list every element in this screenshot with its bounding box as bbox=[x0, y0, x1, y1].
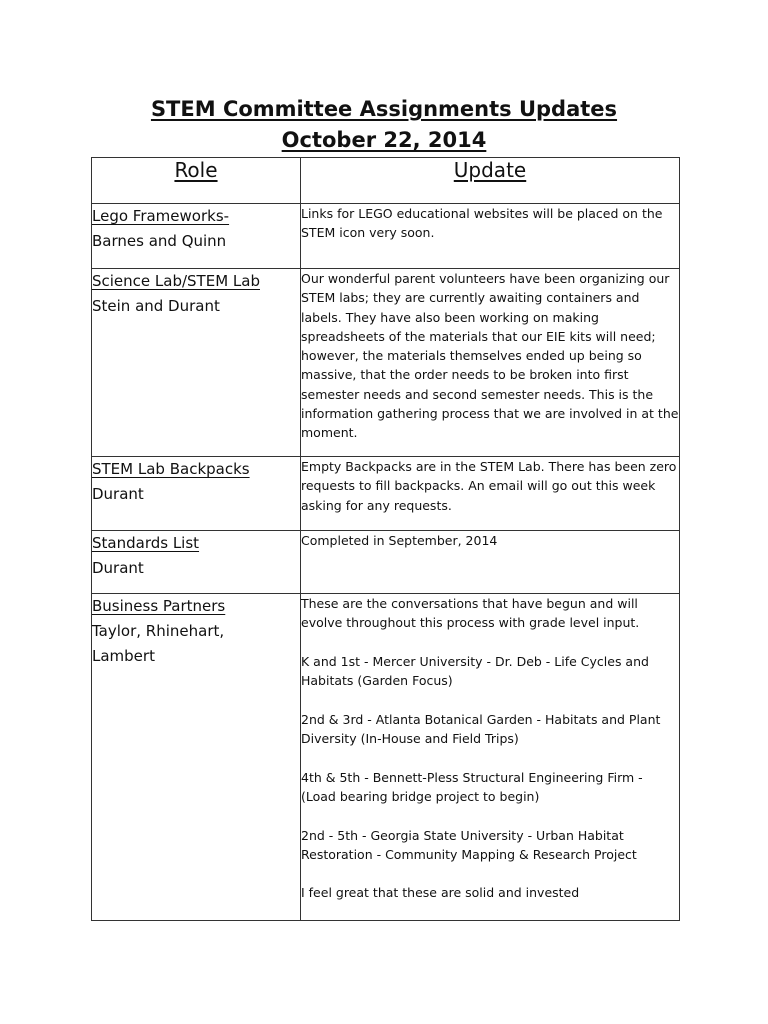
update-cell bbox=[301, 457, 680, 531]
table-header-row bbox=[92, 158, 680, 204]
role-cell bbox=[92, 594, 301, 921]
document-header bbox=[0, 94, 768, 156]
table-row bbox=[92, 204, 680, 269]
update-paragraph: Completed in September, 2014 bbox=[301, 533, 498, 548]
update-paragraph: 2nd & 3rd - Atlanta Botanical Garden - Habitats and Plant Diversity (In-House and Field Trips) bbox=[301, 711, 661, 747]
document-date: October 22, 2014 bbox=[281, 128, 487, 152]
update-cell bbox=[301, 594, 680, 921]
column-header-role: Role bbox=[92, 158, 301, 204]
update-paragraph: 4th & 5th - Bennett-Pless Structural Engineering Firm - (Load bearing bridge project to begin) bbox=[301, 769, 643, 804]
table-row bbox=[92, 594, 680, 921]
update-paragraph: Our wonderful parent volunteers have been organizing our STEM labs; they are currently awaiting containers and labels. They have also been working on making spreadsheets of the materials that our EIE kits will need; however, the materials themselves ended up being so massive, that the order needs to be broken into first semester needs and second semester needs. This is the information gathering process that we are involved in at the moment. bbox=[301, 271, 679, 441]
role-people: Durant bbox=[92, 485, 144, 503]
role-people: Durant bbox=[92, 559, 144, 577]
role-cell bbox=[92, 204, 301, 269]
update-paragraph: These are the conversations that have begun and will evolve throughout this process with grade level input. bbox=[301, 596, 640, 631]
role-name: STEM Lab Backpacks bbox=[92, 460, 250, 478]
role-cell bbox=[92, 457, 301, 531]
update-cell bbox=[301, 269, 680, 457]
assignments-table bbox=[91, 157, 680, 921]
role-people: Stein and Durant bbox=[92, 297, 220, 315]
column-header-update: Update bbox=[301, 158, 680, 204]
table-row bbox=[92, 531, 680, 594]
update-cell bbox=[301, 204, 680, 269]
role-cell bbox=[92, 531, 301, 594]
role-name: Lego Frameworks- bbox=[92, 207, 230, 225]
role-people: Taylor, Rhinehart, Lambert bbox=[92, 622, 225, 665]
update-paragraph: Links for LEGO educational websites will be placed on the STEM icon very soon. bbox=[301, 206, 663, 241]
table-row bbox=[92, 269, 680, 457]
update-paragraph: K and 1st - Mercer University - Dr. Deb - Life Cycles and Habitats (Garden Focus) bbox=[301, 653, 649, 689]
role-people: Barnes and Quinn bbox=[92, 232, 227, 250]
role-name: Standards List bbox=[92, 534, 200, 552]
role-name: Science Lab/STEM Lab bbox=[92, 272, 260, 290]
update-cell bbox=[301, 531, 680, 594]
update-paragraph: Empty Backpacks are in the STEM Lab. There has been zero requests to fill backpacks. An email will go out this week asking for any requests. bbox=[301, 459, 677, 513]
table-row bbox=[92, 457, 680, 531]
document-title: STEM Committee Assignments Updates bbox=[150, 97, 618, 121]
update-paragraph: 2nd - 5th - Georgia State University - Urban Habitat Restoration - Community Mapping & Research Project bbox=[301, 827, 637, 862]
update-paragraph: I feel great that these are solid and invested bbox=[301, 885, 580, 901]
role-name: Business Partners bbox=[92, 597, 226, 615]
role-cell bbox=[92, 269, 301, 457]
